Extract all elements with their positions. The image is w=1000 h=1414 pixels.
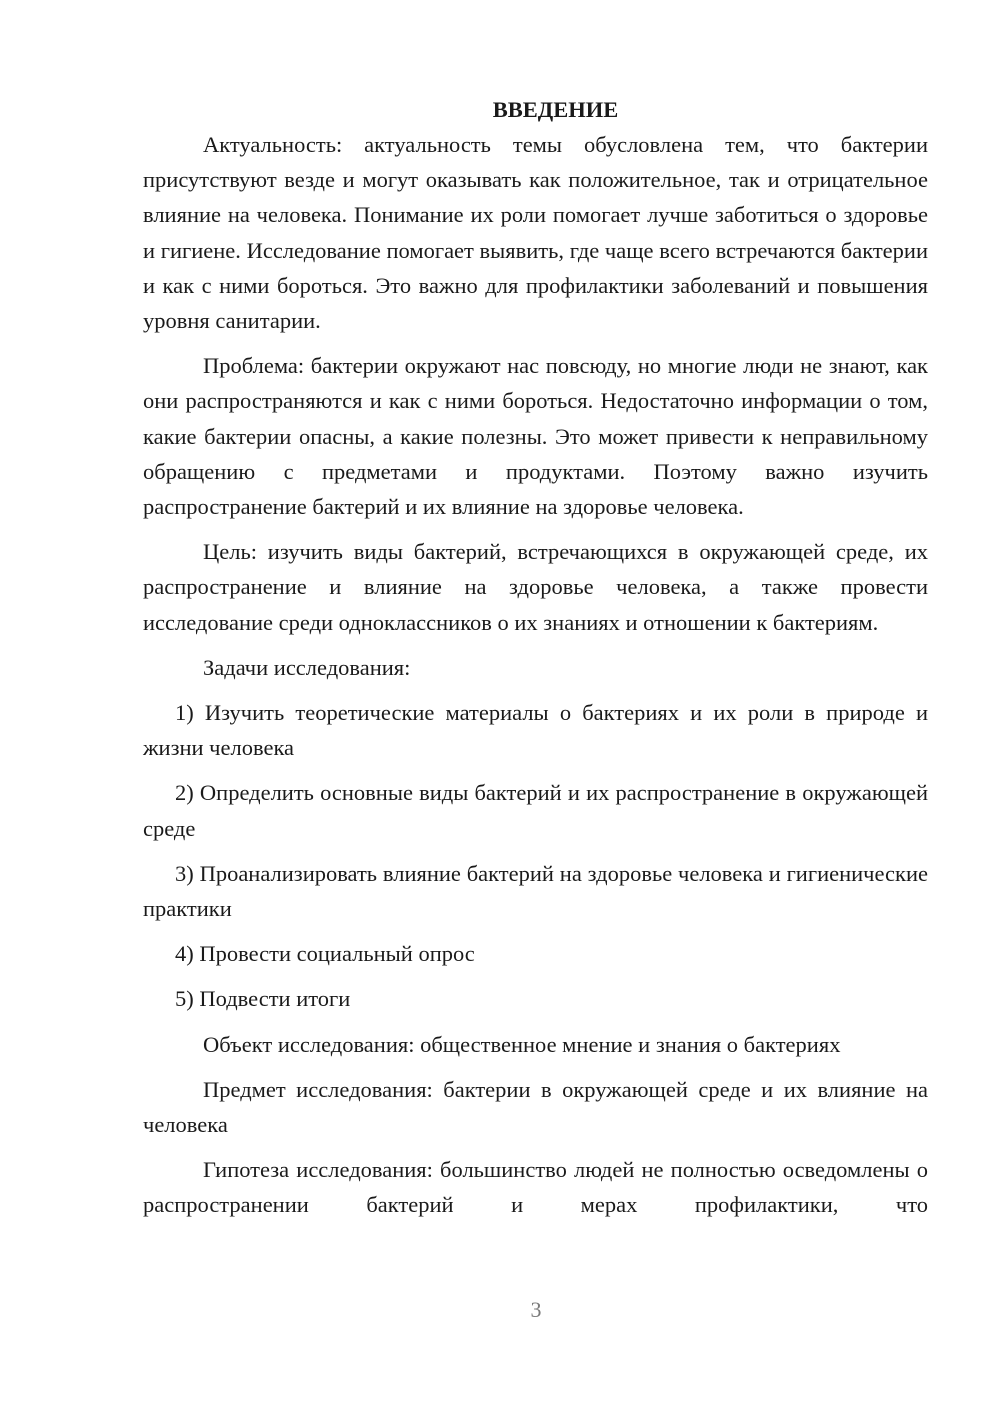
hypothesis-paragraph: Гипотеза исследования: большинство людей не полностью осведомлены о распространении бактерий и мерах профилактики, что	[143, 1157, 928, 1218]
task-item-5: 5) Подвести итоги	[175, 986, 351, 1012]
tasks-heading: Задачи исследования:	[203, 654, 411, 680]
page-number: 3	[530, 1297, 542, 1322]
task-item-3: 3) Проанализировать влияние бактерий на здоровье человека и гигиенические практики	[143, 860, 928, 922]
goal-paragraph: Цель: изучить виды бактерий, встречающихся в окружающей среде, их распространение и влияние на здоровье человека, а также провести исследование среди одноклассников о их знаниях и отношении к бактериям.	[143, 539, 928, 635]
task-item-2: 2) Определить основные виды бактерий и их распространение в окружающей среде	[143, 780, 928, 841]
task-item-4: 4) Провести социальный опрос	[175, 941, 475, 967]
object-paragraph: Объект исследования: общественное мнение и знания о бактериях	[203, 1031, 841, 1057]
page-title: ВВЕДЕНИЕ	[492, 97, 619, 122]
relevance-paragraph: Актуальность: актуальность темы обусловлена тем, что бактерии присутствуют везде и могут оказывать как положительное, так и отрицательное влияние на человека. Понимание их роли помогает лучше заботиться о здоровье и гигиене. Исследование помогает выявить, где чаще всего встречаются бактерии и как с ними бороться. Это важно для профилактики заболеваний и повышения уровня санитарии.	[143, 132, 928, 334]
task-item-1: 1) Изучить теоретические материалы о бактериях и их роли в природе и жизни человека	[143, 700, 928, 761]
page-content	[143, 92, 928, 1233]
problem-paragraph: Проблема: бактерии окружают нас повсюду, но многие люди не знают, как они распространяются и как с ними бороться. Недостаточно информации о том, какие бактерии опасны, а какие полезны. Это может привести к неправильному обращению с предметами и продуктами. Поэтому важно изучить распространение бактерий и их влияние на здоровье человека.	[143, 353, 928, 520]
subject-paragraph: Предмет исследования: бактерии в окружающей среде и их влияние на человека	[143, 1076, 928, 1138]
